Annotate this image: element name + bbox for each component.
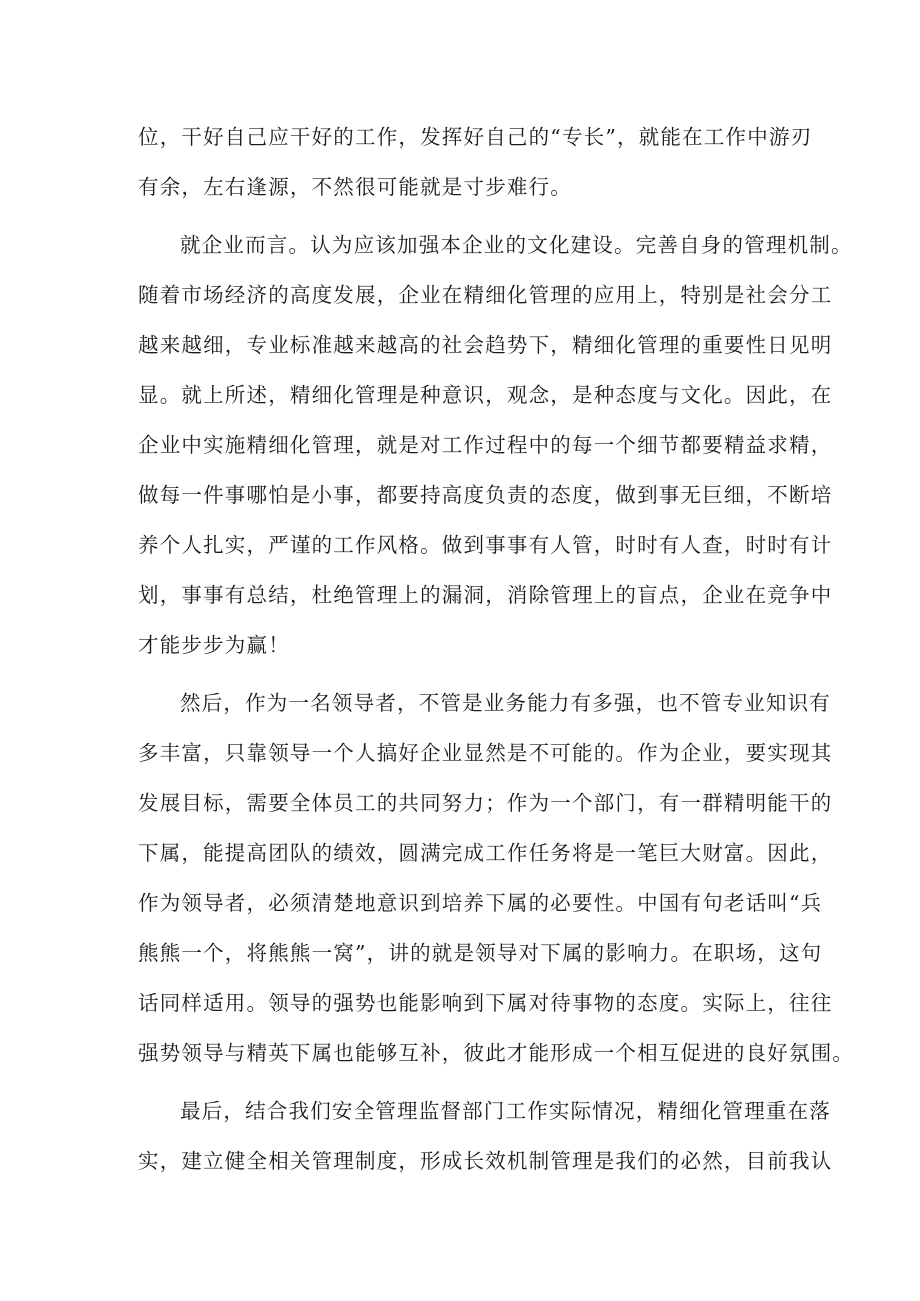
paragraph-3 (138, 678, 855, 1078)
document-page (138, 112, 855, 1194)
text-line: 越来越细，专业标准越来越高的社会趋势下，精细化管理的重要性日见明 (138, 333, 833, 357)
paragraph-1 (138, 112, 813, 212)
text-line: 划，事事有总结，杜绝管理上的漏洞，消除管理上的盲点，企业在竞争中 (138, 583, 833, 607)
text-line: 话同样适用。领导的强势也能影响到下属对待事物的态度。实际上，往往 (138, 991, 833, 1015)
text-line: 下属，能提高团队的绩效，圆满完成工作任务将是一笔巨大财富。因此， (138, 841, 833, 865)
text-line: 养个人扎实，严谨的工作风格。做到事事有人管，时时有人查，时时有计 (138, 533, 833, 557)
text-line: 熊熊一个，将熊熊一窝”，讲的就是领导对下属的影响力。在职场，这句 (138, 941, 823, 965)
paragraph-4 (138, 1086, 833, 1186)
text-line: 做每一件事哪怕是小事，都要持高度负责的态度，做到事无巨细，不断培 (138, 483, 833, 507)
paragraph-2 (138, 220, 853, 670)
text-line: 实，建立健全相关管理制度，形成长效机制管理是我们的必然，目前我认 (138, 1149, 833, 1173)
text-line: 强势领导与精英下属也能够互补，彼此才能形成一个相互促进的良好氛围。 (138, 1041, 855, 1065)
text-line: 然后，作为一名领导者，不管是业务能力有多强，也不管专业知识有 (180, 691, 831, 715)
text-line: 作为领导者，必须清楚地意识到培养下属的必要性。中国有句老话叫“兵 (138, 891, 823, 915)
text-line: 多丰富，只靠领导一个人搞好企业显然是不可能的。作为企业，要实现其 (138, 741, 833, 765)
text-line: 位，干好自己应干好的工作，发挥好自己的“专长”，就能在工作中游刃 (138, 125, 813, 149)
text-line: 最后，结合我们安全管理监督部门工作实际情况，精细化管理重在落 (180, 1099, 831, 1123)
text-line: 随着市场经济的高度发展，企业在精细化管理的应用上，特别是社会分工 (138, 283, 833, 307)
text-line: 有余，左右逢源，不然很可能就是寸步难行。 (138, 175, 572, 199)
text-line: 显。就上所述，精细化管理是种意识，观念，是种态度与文化。因此，在 (138, 383, 833, 407)
text-line: 就企业而言。认为应该加强本企业的文化建设。完善自身的管理机制。 (180, 233, 853, 257)
text-line: 才能步步为赢！ (138, 633, 290, 657)
text-line: 企业中实施精细化管理，就是对工作过程中的每一个细节都要精益求精， (138, 433, 833, 457)
text-line: 发展目标，需要全体员工的共同努力；作为一个部门，有一群精明能干的 (138, 791, 833, 815)
